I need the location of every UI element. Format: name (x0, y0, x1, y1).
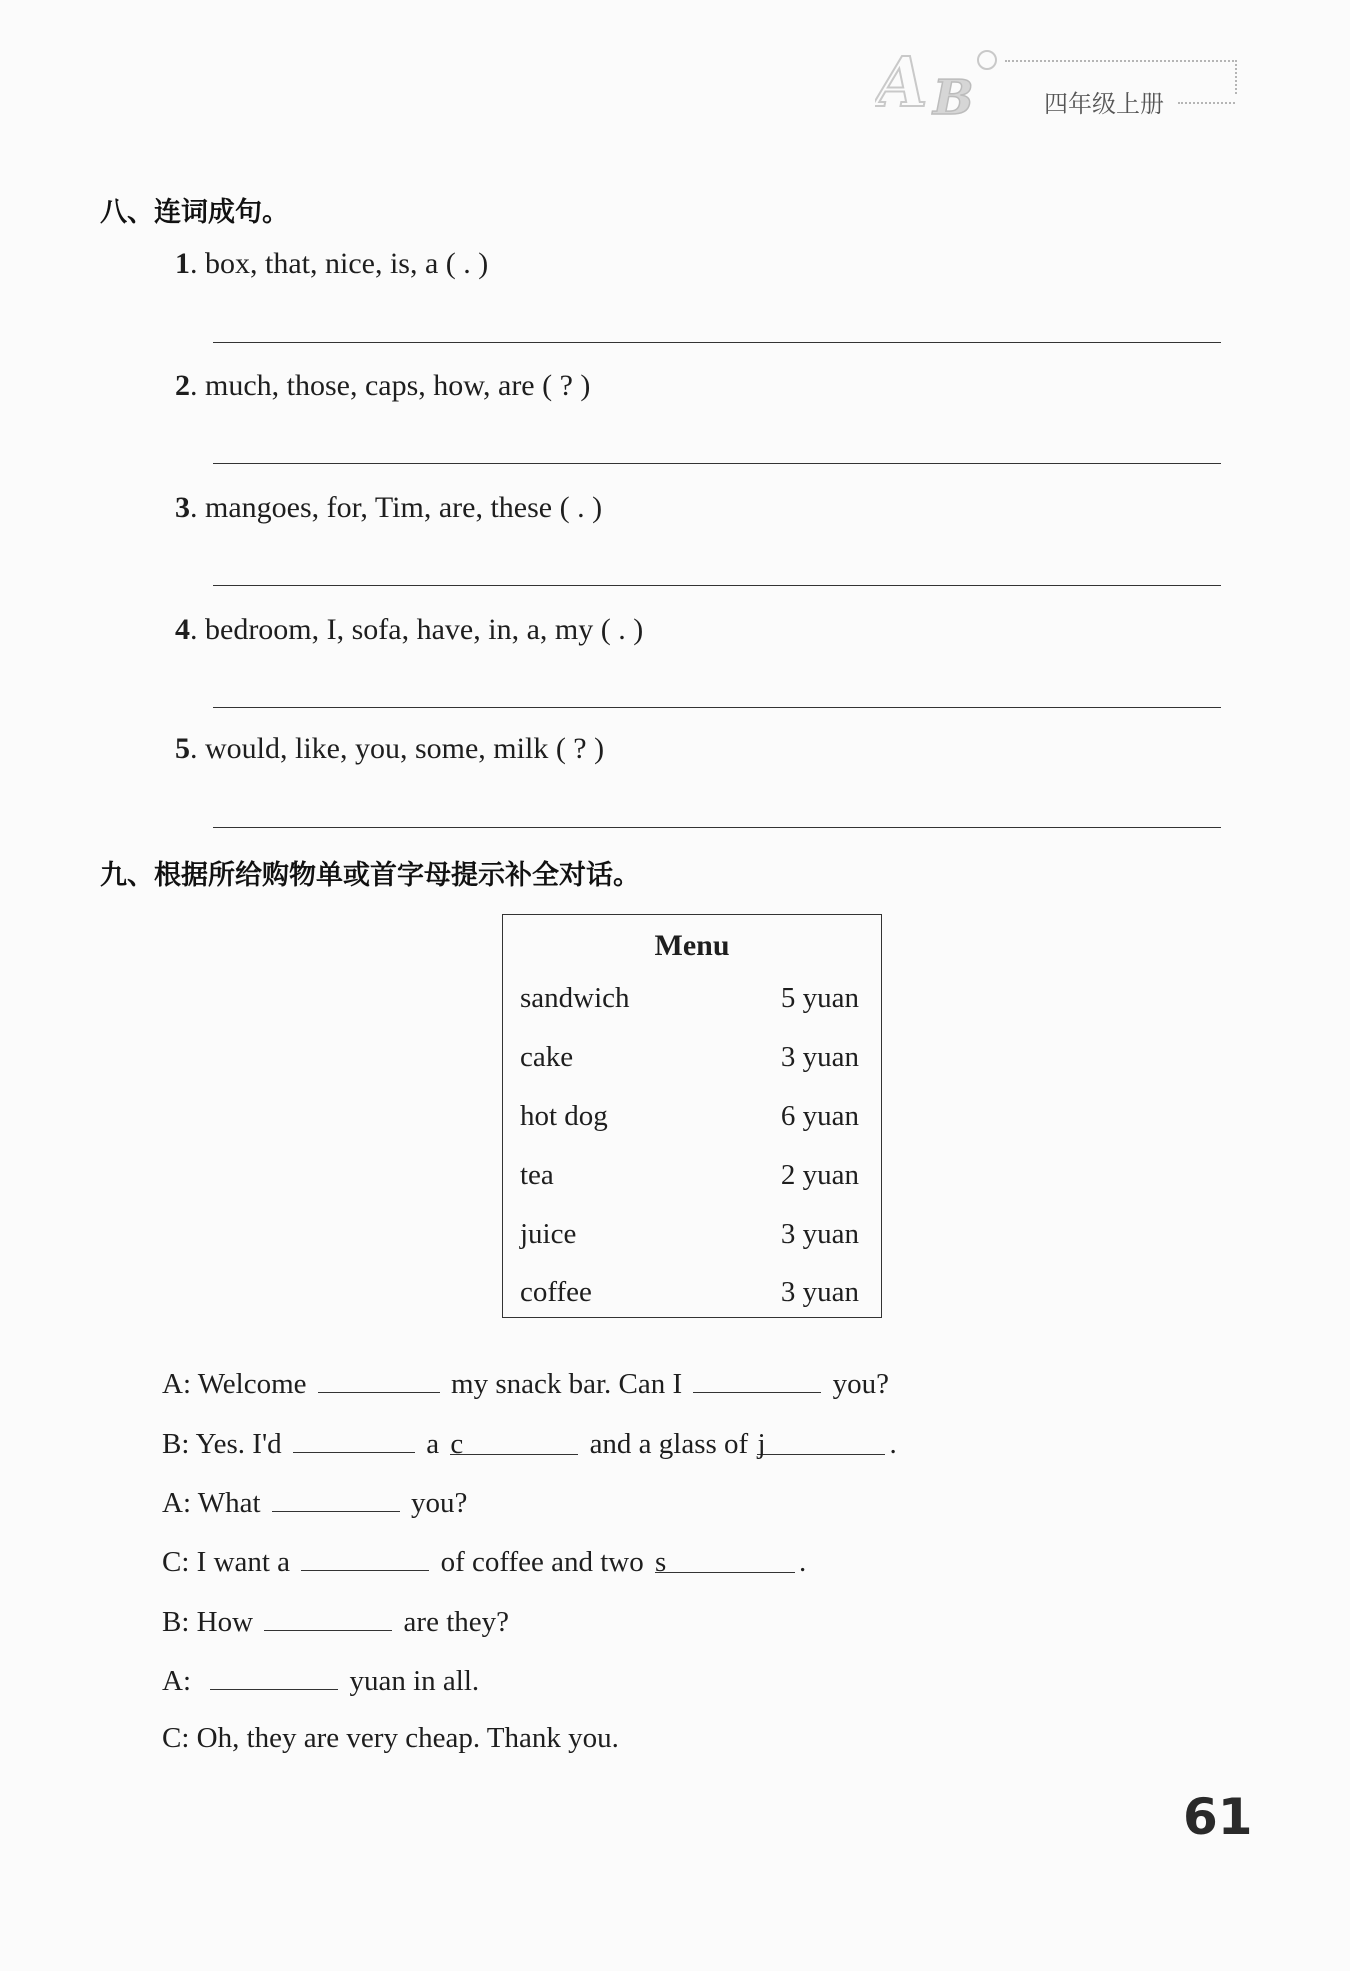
dialogue-text: my snack bar. Can I (451, 1368, 683, 1400)
hint-letter: s (655, 1546, 667, 1578)
blank-field[interactable] (272, 1485, 400, 1512)
menu-item-name: cake (520, 1041, 574, 1073)
dialogue-text: you? (411, 1487, 468, 1519)
menu-item-price: 3 yuan (780, 1041, 859, 1073)
hint-letter: c (450, 1428, 464, 1460)
menu-row (520, 982, 859, 1022)
answer-line-3[interactable] (213, 585, 1221, 586)
dialogue-text: are they? (403, 1606, 509, 1638)
menu-box (502, 914, 882, 1318)
menu-row (520, 1041, 859, 1081)
question-number: 3 (175, 491, 190, 524)
dialogue-text: Welcome (197, 1368, 307, 1400)
speaker-label: A: (162, 1665, 191, 1697)
menu-item-price: 5 yuan (780, 982, 859, 1014)
dialogue-text: . (799, 1546, 807, 1578)
section-9-heading: 九、根据所给购物单或首字母提示补全对话。 (100, 860, 640, 891)
dialogue-text: What (197, 1487, 261, 1519)
question-4 (175, 613, 643, 647)
speaker-label: C: (162, 1722, 190, 1754)
dialogue-text: I want a (196, 1546, 291, 1578)
dialogue-line-6 (162, 1663, 479, 1698)
question-text: . box, that, nice, is, a ( . ) (190, 247, 489, 280)
speaker-label: A: (162, 1368, 191, 1400)
question-text: . mangoes, for, Tim, are, these ( . ) (190, 491, 603, 524)
answer-line-4[interactable] (213, 707, 1221, 708)
speaker-label: B: (162, 1606, 190, 1638)
question-5 (175, 732, 604, 766)
blank-field[interactable] (693, 1366, 821, 1393)
menu-item-name: hot dog (520, 1100, 608, 1132)
dialogue-text: Yes. I'd (195, 1428, 282, 1460)
hint-letter: j (757, 1428, 766, 1460)
answer-line-5[interactable] (213, 827, 1221, 828)
menu-item-name: coffee (520, 1276, 592, 1308)
menu-item-price: 3 yuan (780, 1276, 859, 1308)
question-number: 2 (175, 369, 190, 402)
blank-field-j[interactable] (757, 1428, 885, 1460)
dialogue-line-2 (162, 1426, 897, 1461)
dialogue-text: . (889, 1428, 897, 1460)
question-number: 1 (175, 247, 190, 280)
menu-row (520, 1159, 859, 1199)
dialogue-line-5 (162, 1604, 509, 1639)
question-2 (175, 369, 590, 403)
dialogue-line-3 (162, 1485, 467, 1520)
dialogue-text: yuan in all. (349, 1665, 480, 1697)
header-dotted-tail (1178, 102, 1235, 104)
section-8-heading: 八、连词成句。 (100, 197, 289, 228)
blank-field[interactable] (293, 1426, 415, 1453)
blank-field-c[interactable] (450, 1428, 578, 1460)
dialogue-line-7 (162, 1722, 619, 1755)
svg-text:B: B (933, 70, 974, 125)
question-number: 5 (175, 732, 190, 765)
menu-row (520, 1218, 859, 1258)
dialogue-text: Oh, they are very cheap. Thank you. (196, 1722, 619, 1754)
menu-item-price: 6 yuan (780, 1100, 859, 1132)
dialogue-text: of coffee and two (440, 1546, 644, 1578)
dialogue-line-4 (162, 1544, 806, 1579)
question-text: . bedroom, I, sofa, have, in, a, my ( . ) (190, 613, 644, 646)
speaker-label: B: (162, 1428, 190, 1460)
menu-item-price: 3 yuan (780, 1218, 859, 1250)
blank-field[interactable] (264, 1604, 392, 1631)
menu-item-price: 2 yuan (780, 1159, 859, 1191)
dialogue-text: How (196, 1606, 254, 1638)
menu-item-name: tea (520, 1159, 554, 1191)
dialogue-text: you? (832, 1368, 890, 1400)
blank-field[interactable] (210, 1663, 338, 1690)
question-1 (175, 247, 488, 281)
blank-field[interactable] (318, 1366, 440, 1393)
grade-label: 四年级上册 (1044, 90, 1164, 118)
dialogue-line-1 (162, 1366, 889, 1401)
question-3 (175, 491, 602, 525)
dialogue-text: and a glass of (589, 1428, 749, 1460)
speaker-label: A: (162, 1487, 191, 1519)
question-text: . would, like, you, some, milk ( ? ) (190, 732, 605, 765)
question-number: 4 (175, 613, 190, 646)
menu-row (520, 1100, 859, 1140)
menu-row (520, 1276, 859, 1316)
menu-item-name: sandwich (520, 982, 630, 1014)
question-text: . much, those, caps, how, are ( ? ) (190, 369, 591, 402)
blank-field-s[interactable] (655, 1546, 795, 1578)
menu-item-name: juice (520, 1218, 577, 1250)
speaker-label: C: (162, 1546, 190, 1578)
svg-text:A: A (875, 43, 928, 123)
blank-field[interactable] (301, 1544, 429, 1571)
page-number: 61 (1183, 1788, 1253, 1846)
dialogue-text: a (426, 1428, 440, 1460)
ab-logo-icon (875, 40, 1015, 125)
answer-line-2[interactable] (213, 463, 1221, 464)
menu-title: Menu (654, 929, 730, 962)
answer-line-1[interactable] (213, 342, 1221, 343)
